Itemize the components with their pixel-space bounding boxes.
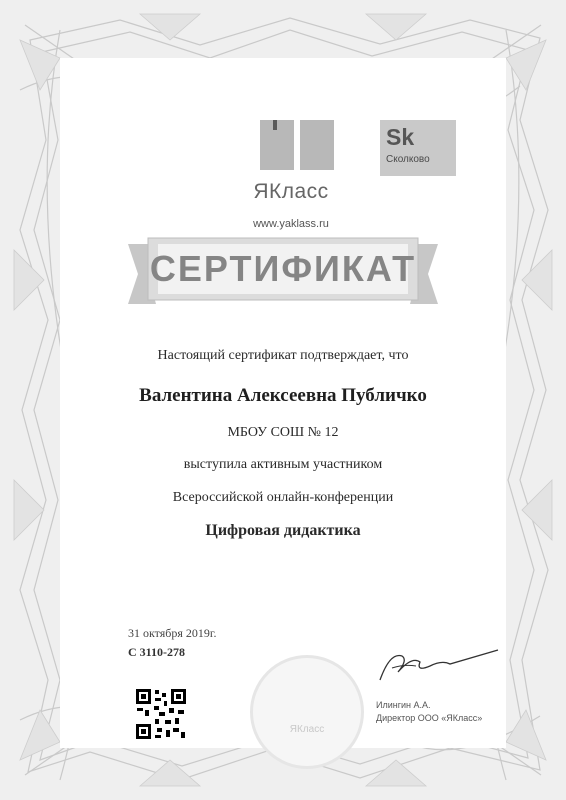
signer-name: Илингин А.А. bbox=[376, 700, 431, 710]
signer-title: Директор ООО «ЯКласс» bbox=[376, 713, 483, 723]
seal-stamp bbox=[250, 655, 364, 769]
issue-date: 31 октября 2019г. bbox=[128, 626, 217, 640]
brand-name: ЯКласс bbox=[253, 180, 329, 203]
signature bbox=[372, 642, 502, 686]
skolkovo-mark: Sk bbox=[386, 124, 415, 150]
certificate-code: С 3110-278 bbox=[128, 645, 185, 659]
school-name: МБОУ СОШ № 12 bbox=[227, 425, 339, 440]
skolkovo-text: Сколково bbox=[386, 154, 430, 165]
participation-text: выступила активным участником bbox=[183, 457, 383, 472]
event-type: Всероссийской онлайн-конференции bbox=[172, 490, 394, 505]
event-name: Цифровая дидактика bbox=[205, 522, 361, 539]
certificate-title: СЕРТИФИКАТ bbox=[149, 248, 417, 289]
qr-code-icon bbox=[135, 688, 187, 740]
brand-url: www.yaklass.ru bbox=[253, 218, 329, 230]
confirm-text: Настоящий сертификат подтверждает, что bbox=[157, 348, 409, 363]
open-book-icon bbox=[258, 118, 336, 174]
recipient-name: Валентина Алексеевна Публичко bbox=[139, 385, 427, 406]
stamp-label: ЯКласс bbox=[289, 724, 325, 735]
